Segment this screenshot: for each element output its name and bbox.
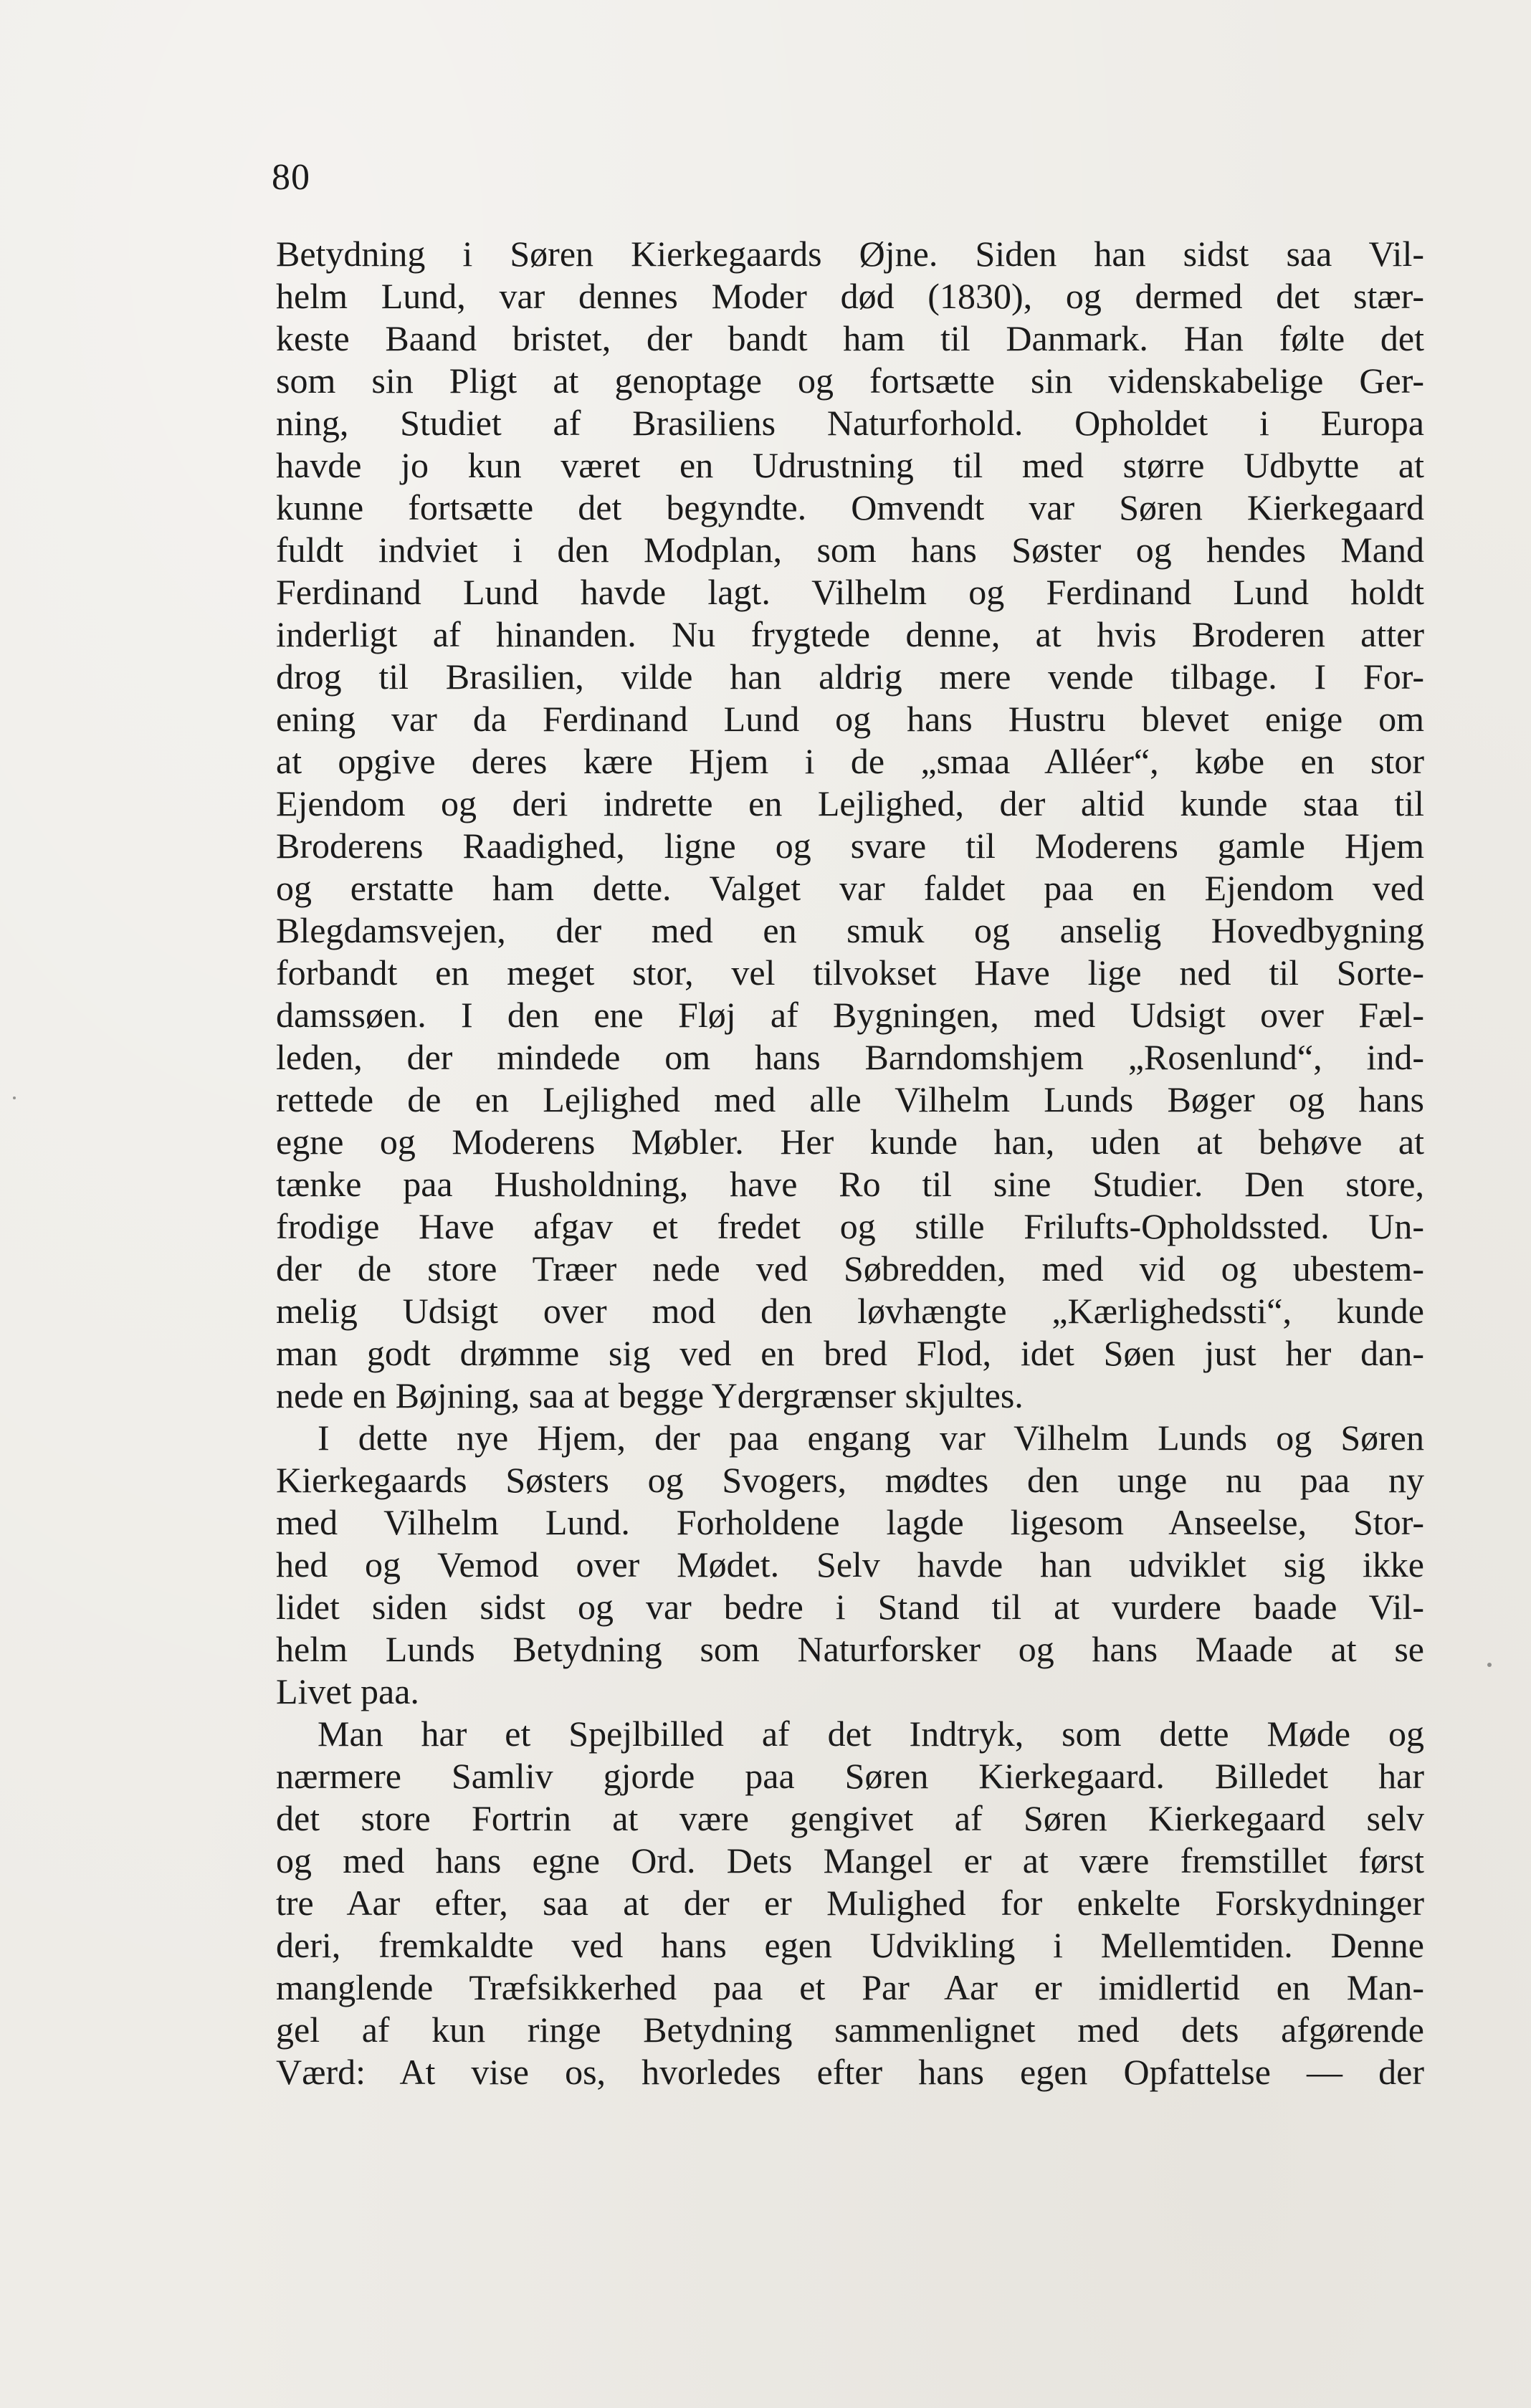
text-line: frodige Have afgav et fredet og stille Frilufts-Opholdssted. Un- [276, 1206, 1424, 1246]
page-number: 80 [272, 157, 310, 198]
text-line: helm Lunds Betydning som Naturforsker og hans Maade at se [276, 1629, 1424, 1669]
text-line: man godt drømme sig ved en bred Flod, idet Søen just her dan- [276, 1333, 1424, 1373]
text-line: manglende Træfsikkerhed paa et Par Aar er imidlertid en Man- [276, 1967, 1424, 2007]
text-line: tænke paa Husholdning, have Ro til sine Studier. Den store, [276, 1164, 1424, 1204]
text-line: ning, Studiet af Brasiliens Naturforhold. Opholdet i Europa [276, 403, 1424, 443]
text-line: egne og Moderens Møbler. Her kunde han, uden at behøve at [276, 1122, 1424, 1162]
text-line: fuldt indviet i den Modplan, som hans Søster og hendes Mand [276, 530, 1424, 570]
text-line: Man har et Spejlbilled af det Indtryk, som dette Møde og [318, 1714, 1424, 1754]
text-line: gel af kun ringe Betydning sammenlignet med dets afgørende [276, 2010, 1424, 2050]
text-line: nærmere Samliv gjorde paa Søren Kierkegaard. Billedet har [276, 1756, 1424, 1796]
text-line: tre Aar efter, saa at der er Mulighed for enkelte Forskydninger [276, 1883, 1424, 1923]
text-line: drog til Brasilien, vilde han aldrig mere vende tilbage. I For- [276, 656, 1424, 697]
text-line: som sin Pligt at genoptage og fortsætte sin videnskabelige Ger- [276, 360, 1424, 401]
text-line: og med hans egne Ord. Dets Mangel er at være fremstillet først [276, 1840, 1424, 1881]
text-line: Betydning i Søren Kierkegaards Øjne. Siden han sidst saa Vil- [276, 234, 1424, 274]
text-line: damssøen. I den ene Fløj af Bygningen, med Udsigt over Fæl- [276, 995, 1424, 1035]
text-line: det store Fortrin at være gengivet af Søren Kierkegaard selv [276, 1798, 1424, 1838]
scan-speck [1487, 1663, 1492, 1667]
text-line: at opgive deres kære Hjem i de „smaa Alléer“, købe en stor [276, 741, 1424, 781]
text-line: keste Baand bristet, der bandt ham til Danmark. Han følte det [276, 318, 1424, 358]
text-line: Blegdamsvejen, der med en smuk og anselig Hovedbygning [276, 910, 1424, 950]
text-line: lidet siden sidst og var bedre i Stand til at vurdere baade Vil- [276, 1587, 1424, 1627]
text-line: Ferdinand Lund havde lagt. Vilhelm og Ferdinand Lund holdt [276, 572, 1424, 612]
text-line: helm Lund, var dennes Moder død (1830), og dermed det stær- [276, 276, 1424, 316]
body-text [276, 233, 1424, 2093]
text-line: hed og Vemod over Mødet. Selv havde han udviklet sig ikke [276, 1544, 1424, 1585]
text-line: Ejendom og deri indrette en Lejlighed, der altid kunde staa til [276, 783, 1424, 823]
text-line: Livet paa. [276, 1671, 419, 1711]
text-line: Kierkegaards Søsters og Svogers, mødtes den unge nu paa ny [276, 1460, 1424, 1500]
text-line: leden, der mindede om hans Barndomshjem „Rosenlund“, ind- [276, 1037, 1424, 1077]
text-line: havde jo kun været en Udrustning til med større Udbytte at [276, 445, 1424, 485]
text-line: ening var da Ferdinand Lund og hans Hustru blevet enige om [276, 699, 1424, 739]
text-line: melig Udsigt over mod den løvhængte „Kærlighedssti“, kunde [276, 1291, 1424, 1331]
text-line: forbandt en meget stor, vel tilvokset Have lige ned til Sorte- [276, 952, 1424, 993]
text-line: nede en Bøjning, saa at begge Ydergrænser skjultes. [276, 1375, 1024, 1415]
text-line: rettede de en Lejlighed med alle Vilhelm Lunds Bøger og hans [276, 1079, 1424, 1119]
text-line: Broderens Raadighed, ligne og svare til Moderens gamle Hjem [276, 826, 1424, 866]
text-line: kunne fortsætte det begyndte. Omvendt var Søren Kierkegaard [276, 487, 1424, 527]
text-line: deri, fremkaldte ved hans egen Udvikling i Mellemtiden. Denne [276, 1925, 1424, 1965]
text-line: Værd: At vise os, hvorledes efter hans egen Opfattelse — der [276, 2052, 1424, 2092]
text-line: med Vilhelm Lund. Forholdene lagde ligesom Anseelse, Stor- [276, 1502, 1424, 1542]
text-line: I dette nye Hjem, der paa engang var Vilhelm Lunds og Søren [318, 1418, 1424, 1458]
text-line: og erstatte ham dette. Valget var faldet paa en Ejendom ved [276, 868, 1424, 908]
scan-speck [13, 1096, 16, 1099]
text-line: der de store Træer nede ved Søbredden, med vid og ubestem- [276, 1248, 1424, 1289]
text-line: inderligt af hinanden. Nu frygtede denne, at hvis Broderen atter [276, 614, 1424, 654]
